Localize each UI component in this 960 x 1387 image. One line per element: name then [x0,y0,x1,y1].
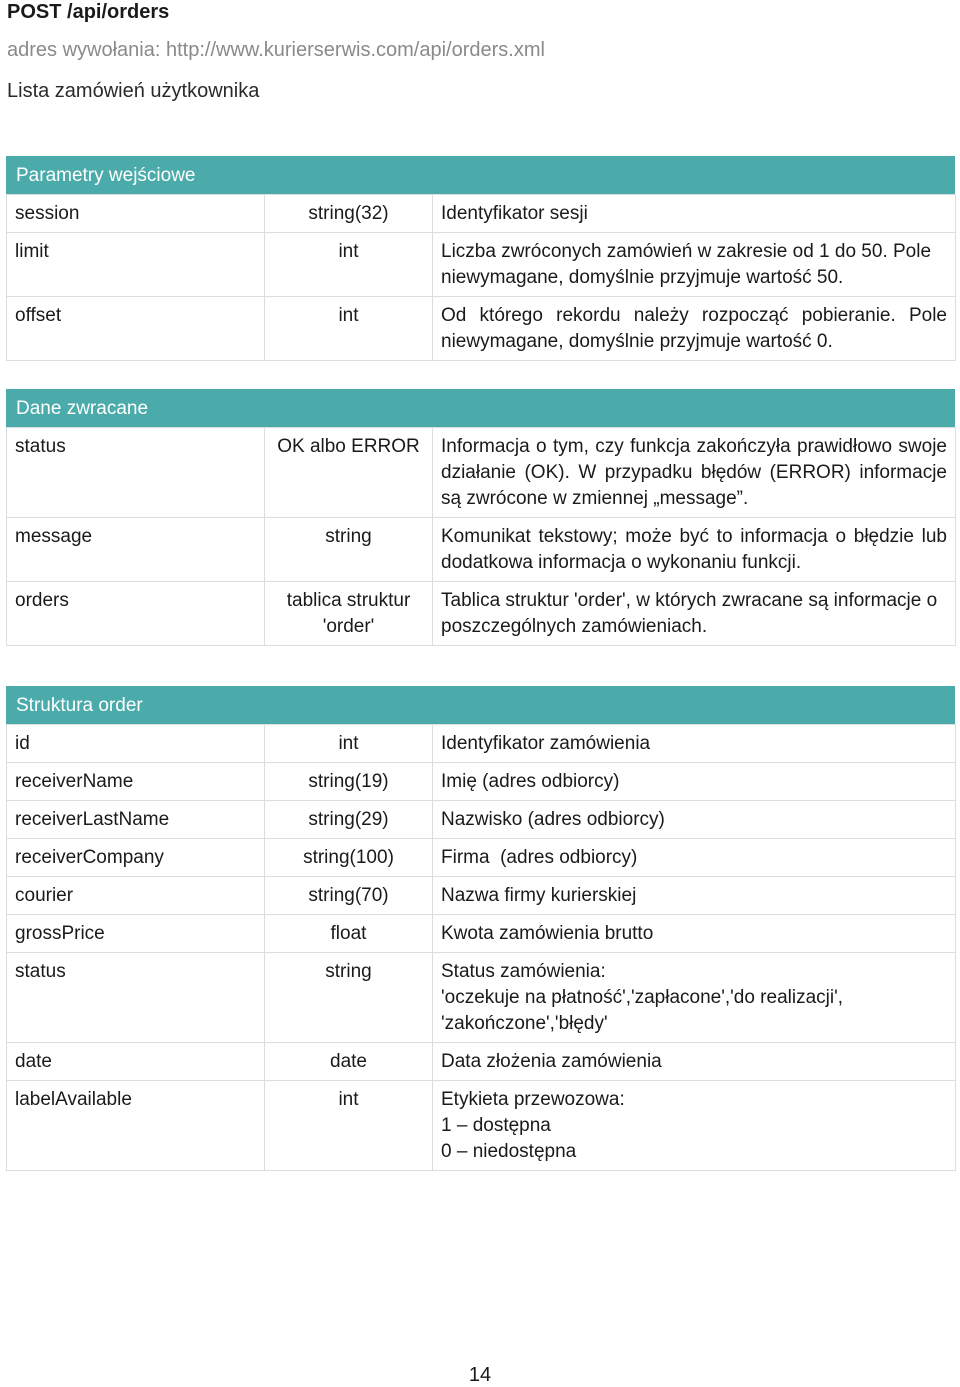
table-row [7,953,956,1043]
table-row [7,518,956,582]
param-type: string(32) [265,195,433,233]
field-desc-line: 0 – niedostępna [441,1141,577,1162]
input-params-header: Parametry wejściowe [6,156,955,194]
field-desc: Nazwisko (adres odbiorcy) [433,801,956,839]
return-data-header: Dane zwracane [6,389,955,427]
table-row [7,582,956,646]
order-struct-table [6,724,956,1171]
table-row [7,763,956,801]
field-desc-line: Etykieta przewozowa: [441,1089,625,1110]
table-row [7,1081,956,1171]
field-desc-line: 'zakończone','błędy' [441,1013,608,1034]
field-type: string(19) [265,763,433,801]
field-desc: Data złożenia zamówienia [433,1043,956,1081]
field-name: receiverCompany [7,839,265,877]
field-name: grossPrice [7,915,265,953]
param-name: offset [7,297,265,361]
field-name: receiverLastName [7,801,265,839]
field-desc [433,953,956,1043]
param-name: limit [7,233,265,297]
field-type: string(29) [265,801,433,839]
field-name: status [7,953,265,1043]
param-type: OK albo ERROR [265,428,433,518]
return-data-table [6,427,956,646]
table-row [7,428,956,518]
endpoint-url: adres wywołania: http://www.kurierserwis.com/api/orders.xml [7,39,545,61]
table-row [7,233,956,297]
field-type: int [265,725,433,763]
field-desc-line: Status zamówienia: [441,961,606,982]
field-name: labelAvailable [7,1081,265,1171]
field-type: date [265,1043,433,1081]
page-title: POST /api/orders [7,1,170,23]
field-desc: Imię (adres odbiorcy) [433,763,956,801]
input-params-section [6,156,955,361]
param-type: int [265,297,433,361]
table-row [7,1043,956,1081]
param-name: message [7,518,265,582]
page-number: 14 [468,1364,492,1386]
field-name: courier [7,877,265,915]
param-desc: Komunikat tekstowy; może być to informacja o błędzie lub dodatkowa informacja o wykonaniu funkcji. [433,518,956,582]
field-desc: Nazwa firmy kurierskiej [433,877,956,915]
field-desc: Identyfikator zamówienia [433,725,956,763]
return-data-section [6,389,955,646]
param-type: string [265,518,433,582]
param-desc: Informacja o tym, czy funkcja zakończyła prawidłowo swoje działanie (OK). W przypadku błędów (ERROR) informacje są zwrócone w zmiennej „message”. [433,428,956,518]
field-name: date [7,1043,265,1081]
field-name: id [7,725,265,763]
param-type: tablica struktur 'order' [265,582,433,646]
field-name: receiverName [7,763,265,801]
order-struct-header: Struktura order [6,686,955,724]
param-desc: Identyfikator sesji [433,195,956,233]
table-row [7,839,956,877]
param-desc: Od którego rekordu należy rozpocząć pobieranie. Pole niewymagane, domyślnie przyjmuje wartość 0. [433,297,956,361]
endpoint-description: Lista zamówień użytkownika [7,80,260,102]
input-params-table [6,194,956,361]
field-type: string [265,953,433,1043]
param-name: orders [7,582,265,646]
table-row [7,725,956,763]
table-row [7,915,956,953]
table-row [7,195,956,233]
param-desc: Liczba zwróconych zamówień w zakresie od 1 do 50. Pole niewymagane, domyślnie przyjmuje wartość 50. [433,233,956,297]
field-desc: Firma (adres odbiorcy) [433,839,956,877]
field-desc-line: 1 – dostępna [441,1115,551,1136]
param-desc: Tablica struktur 'order', w których zwracane są informacje o poszczególnych zamówieniach. [433,582,956,646]
param-type: int [265,233,433,297]
param-name: status [7,428,265,518]
order-struct-section [6,686,955,1171]
field-type: string(100) [265,839,433,877]
field-desc: Kwota zamówienia brutto [433,915,956,953]
field-desc [433,1081,956,1171]
field-type: int [265,1081,433,1171]
field-type: float [265,915,433,953]
field-desc-line: 'oczekuje na płatność','zapłacone','do realizacji', [441,987,843,1008]
field-type: string(70) [265,877,433,915]
table-row [7,801,956,839]
table-row [7,297,956,361]
table-row [7,877,956,915]
param-name: session [7,195,265,233]
